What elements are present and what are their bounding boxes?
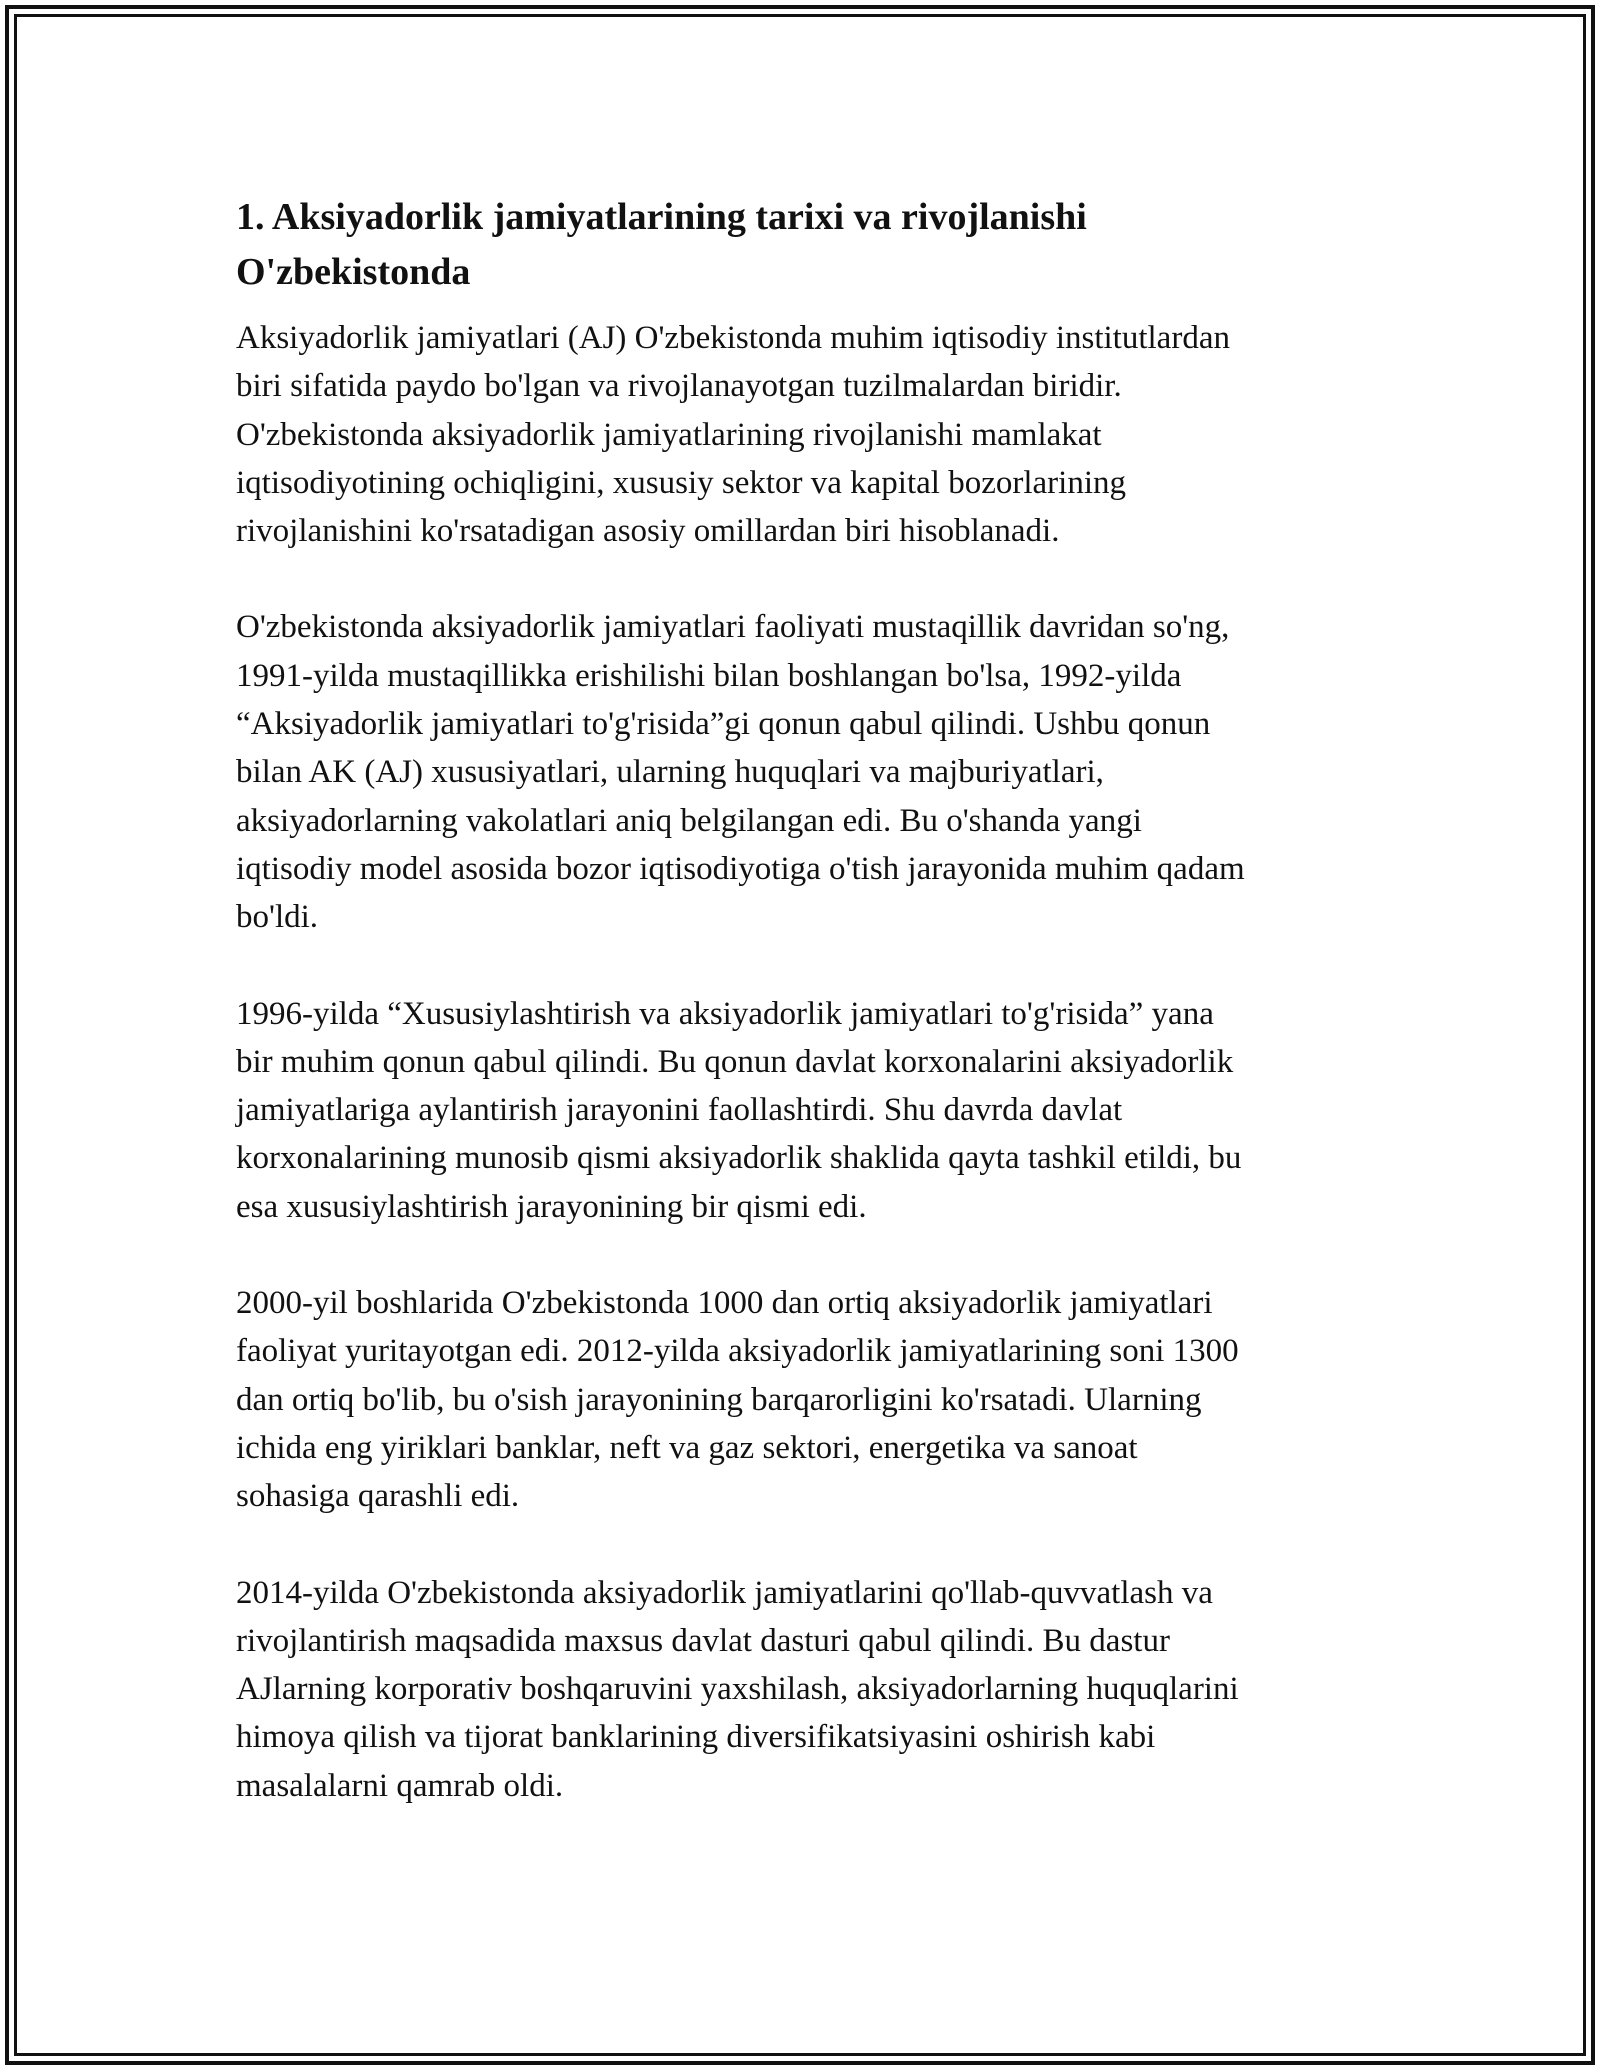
paragraph-line: aksiyadorlarning vakolatlari aniq belgilangan edi. Bu o'shanda yangi (236, 802, 1142, 839)
paragraph-line: esa xususiylashtirish jarayonining bir qismi edi. (236, 1188, 867, 1225)
document-body (236, 190, 1376, 1810)
paragraph-line: rivojlanishini ko'rsatadigan asosiy omillardan biri hisoblanadi. (236, 513, 1060, 550)
paragraph-4 (236, 1279, 1376, 1520)
paragraph-line: jamiyatlariga aylantirish jarayonini faollashtirdi. Shu davrda davlat (236, 1092, 1123, 1129)
paragraph-line: iqtisodiy model asosida bozor iqtisodiyotiga o'tish jarayonida muhim qadam (236, 850, 1245, 887)
paragraph-line: rivojlantirish maqsadida maxsus davlat dasturi qabul qilindi. Bu dastur (236, 1622, 1170, 1659)
paragraph-line: bir muhim qonun qabul qilindi. Bu qonun davlat korxonalarini aksiyadorlik (236, 1043, 1234, 1080)
paragraph-1 (236, 314, 1376, 555)
paragraph-line: ichida eng yiriklari banklar, neft va gaz sektori, energetika va sanoat (236, 1429, 1138, 1466)
paragraph-line: bo'ldi. (236, 899, 319, 936)
paragraph-line: iqtisodiyotining ochiqligini, xususiy sektor va kapital bozorlarining (236, 464, 1126, 501)
paragraph-line: O'zbekistonda aksiyadorlik jamiyatlarining rivojlanishi mamlakat (236, 416, 1102, 453)
paragraph-line: 1991-yilda mustaqillikka erishilishi bilan boshlangan bo'lsa, 1992-yilda (236, 657, 1182, 694)
section-heading (236, 190, 1376, 300)
paragraph-line: 2000-yil boshlarida O'zbekistonda 1000 dan ortiq aksiyadorlik jamiyatlari (236, 1285, 1213, 1322)
paragraph-line: himoya qilish va tijorat banklarining diversifikatsiyasini oshirish kabi (236, 1719, 1156, 1756)
paragraph-line: korxonalarining munosib qismi aksiyadorlik shaklida qayta tashkil etildi, bu (236, 1140, 1242, 1177)
paragraph-line: dan ortiq bo'lib, bu o'sish jarayonining barqarorligini ko'rsatadi. Ularning (236, 1381, 1202, 1418)
paragraph-line: biri sifatida paydo bo'lgan va rivojlanayotgan tuzilmalardan biridir. (236, 368, 1122, 405)
paragraph-line: faoliyat yuritayotgan edi. 2012-yilda aksiyadorlik jamiyatlarining soni 1300 (236, 1333, 1239, 1370)
paragraph-line: O'zbekistonda aksiyadorlik jamiyatlari faoliyati mustaqillik davridan so'ng, (236, 609, 1230, 646)
paragraph-line: sohasiga qarashli edi. (236, 1478, 520, 1515)
paragraph-line: “Aksiyadorlik jamiyatlari to'g'risida”gi qonun qabul qilindi. Ushbu qonun (236, 706, 1211, 743)
section-heading-line-1: 1. Aksiyadorlik jamiyatlarining tarixi va rivojlanishi (236, 196, 1087, 238)
paragraph-2 (236, 603, 1376, 941)
section-heading-line-2: O'zbekistonda (236, 251, 471, 293)
paragraph-3 (236, 990, 1376, 1231)
paragraph-5 (236, 1569, 1376, 1810)
paragraph-line: 1996-yilda “Xususiylashtirish va aksiyadorlik jamiyatlari to'g'risida” yana (236, 995, 1214, 1032)
paragraph-line: masalalarni qamrab oldi. (236, 1767, 564, 1804)
paragraph-line: AJlarning korporativ boshqaruvini yaxshilash, aksiyadorlarning huquqlarini (236, 1671, 1239, 1708)
paragraph-line: Aksiyadorlik jamiyatlari (AJ) O'zbekistonda muhim iqtisodiy institutlardan (236, 320, 1230, 356)
paragraph-line: bilan AK (AJ) xususiyatlari, ularning huquqlari va majburiyatlari, (236, 754, 1104, 791)
paragraph-line: 2014-yilda O'zbekistonda aksiyadorlik jamiyatlarini qo'llab-quvvatlash va (236, 1574, 1213, 1611)
